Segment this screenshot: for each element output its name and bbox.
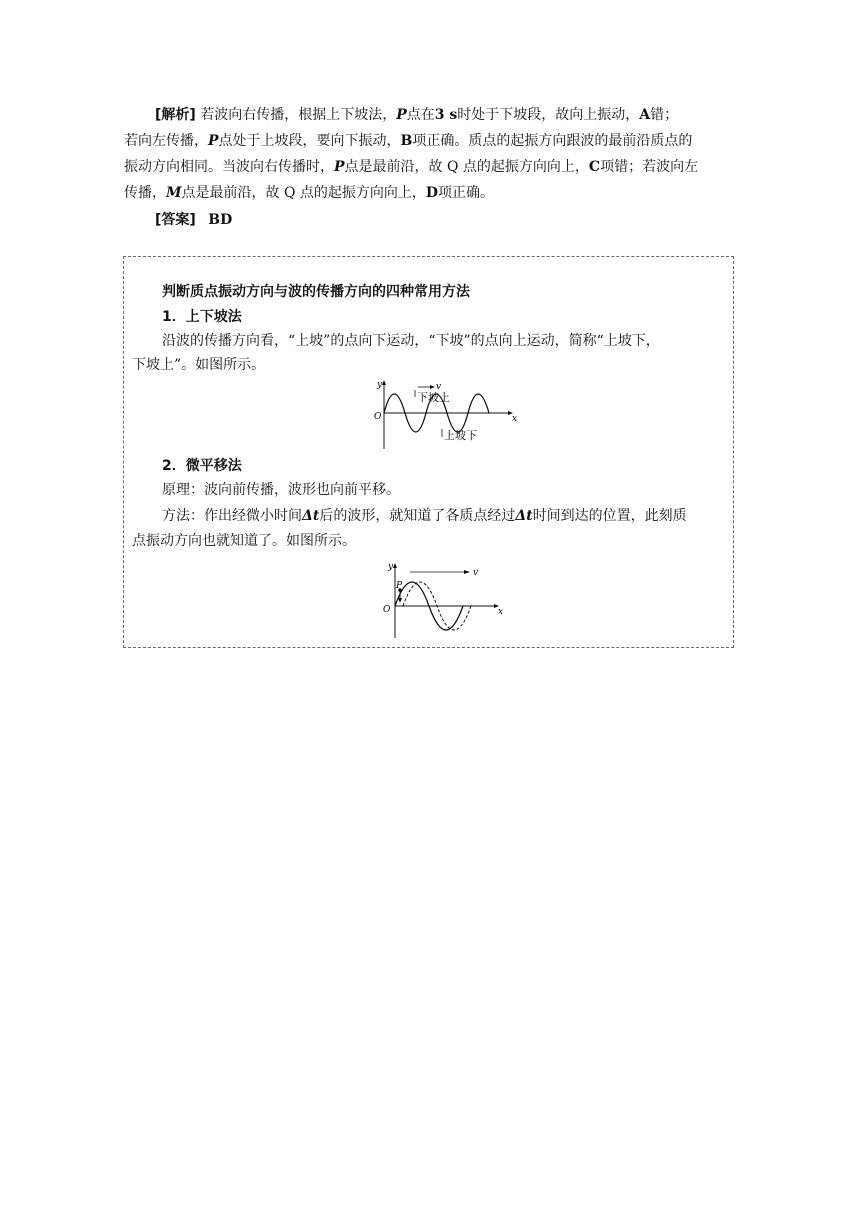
fig2-origin-label: O (383, 605, 391, 615)
method-2-principle: 原理：波向前传播，波形也向前平移。 (162, 482, 400, 498)
option-c: C (588, 159, 601, 175)
analysis-text: 点是最前沿，故 Q 点的起振方向向上， (344, 159, 589, 175)
fig2-x-label: x (498, 607, 504, 617)
option-a: A (639, 107, 651, 123)
analysis-text: 点处于上坡段，要向下振动， (218, 133, 401, 149)
box-title: 判断质点振动方向与波的传播方向的四种常用方法 (162, 284, 470, 300)
fig2-y-label: y (388, 562, 394, 572)
fig1-x-label: x (512, 414, 518, 424)
figure-micro-shift (378, 560, 508, 640)
analysis-line-2 (124, 128, 740, 154)
analysis-text: 若向左传播， (124, 133, 208, 149)
analysis-line-3 (124, 154, 740, 180)
figure-up-down-slope (374, 379, 524, 451)
delta-t: Δt (302, 508, 320, 524)
method-1-heading: 1．上下坡法 (162, 309, 242, 325)
fig1-v-label: v (436, 382, 442, 392)
analysis-text: 错； (650, 107, 679, 123)
fig1-y-label: y (377, 380, 383, 390)
method-2-heading: 2．微平移法 (162, 458, 242, 474)
analysis-text: 若波向右传播，根据上下坡法， (200, 107, 397, 123)
fig1-upslope-label: 上坡下 (444, 429, 477, 442)
method-2-line-2: 点振动方向也就知道了。如图所示。 (132, 533, 356, 549)
answer-label: [答案] (155, 212, 196, 228)
method-text: 后的波形，就知道了各质点经过 (319, 508, 516, 524)
fig1-downslope-label: 下坡上 (417, 391, 450, 404)
method-2-line-1 (162, 504, 728, 528)
fig1-origin-label: O (374, 412, 382, 422)
fig2-v-label: v (473, 568, 479, 578)
time-value: 3 s (434, 107, 458, 123)
analysis-text: 振动方向相同。当波向右传播时， (124, 159, 334, 175)
option-d: D (425, 185, 439, 201)
analysis-text: 时处于下坡段，故向上振动， (457, 107, 640, 123)
analysis-text: 点在 (406, 107, 435, 123)
point-p: P (396, 107, 407, 123)
answer-value: BD (208, 212, 233, 228)
option-b: B (400, 133, 413, 149)
method-text: 时间到达的位置，此刻质 (532, 508, 687, 524)
point-p: P (334, 159, 345, 175)
point-p: P (208, 133, 219, 149)
method-1-line-1: 沿波的传播方向看，“上坡”的点向下运动，“下坡”的点向上运动，简称“上坡下， (162, 333, 660, 349)
fig2-p-label: P (396, 581, 403, 591)
point-m: M (166, 185, 182, 201)
analysis-text: 项正确。 (438, 185, 495, 201)
answer-line (155, 207, 771, 233)
analysis-text: 传播， (124, 185, 166, 201)
analysis-label: [解析] (155, 107, 196, 123)
methods-box (123, 256, 734, 648)
analysis-text: 项错；若波向左 (600, 159, 699, 175)
analysis-line-1 (155, 102, 740, 128)
delta-t: Δt (515, 508, 533, 524)
method-1-line-2: 下坡上”。如图所示。 (132, 357, 266, 373)
analysis-line-4 (124, 180, 740, 206)
method-text: 方法：作出经微小时间 (162, 508, 302, 524)
analysis-text: 项正确。质点的起振方向跟波的最前沿质点的 (412, 133, 693, 149)
analysis-text: 点是最前沿，故 Q 点的起振方向向上， (181, 185, 426, 201)
